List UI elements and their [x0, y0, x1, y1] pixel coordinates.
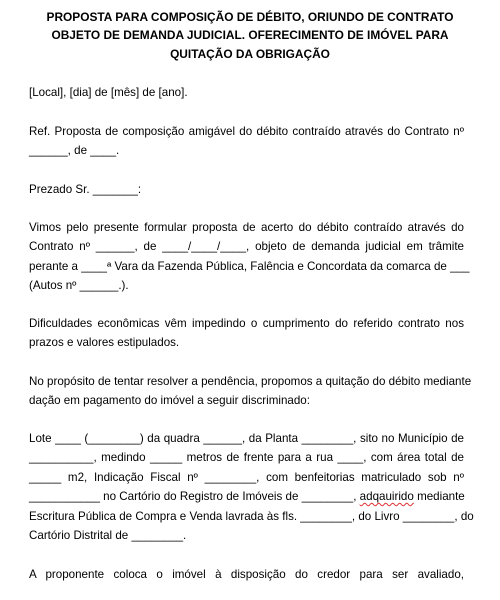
paragraph-proposal — [29, 218, 470, 296]
paragraph-property-line-5: Escritura Pública de Compra e Venda lavrada às fls. ________, do Livro ________, do — [29, 509, 474, 523]
place-date — [29, 83, 464, 102]
reference-line-1: Ref. Proposta de composição amigável do débito contraído através do Contrato nº — [29, 125, 464, 138]
paragraph-property-line-2: __________, medindo _____ metros de frente para a rua ____, com área total de — [29, 451, 464, 465]
greeting-text: Prezado Sr. _______: — [29, 183, 142, 196]
paragraph-property — [29, 429, 474, 545]
paragraph-availability-line-1: A proponente coloca o imóvel à disposição do credor para ser avaliado, — [29, 568, 464, 581]
paragraph-resolution-line-2: dação em pagamento do imóvel a seguir discriminado: — [29, 394, 310, 408]
paragraph-property-line-1: Lote ____ (________) da quadra ______, da Planta ________, sito no Município de — [29, 432, 464, 445]
title-line-2: OBJETO DE DEMANDA JUDICIAL. OFERECIMENTO DE IMÓVEL PARA — [51, 28, 449, 43]
paragraph-proposal-line-3: perante a ____ª Vara da Fazenda Pública, Falência e Concordata da comarca de ___ — [29, 259, 470, 273]
paragraph-difficulties — [29, 314, 464, 353]
greeting — [29, 180, 464, 199]
paragraph-property-line-3: _____ m2, Indicação Fiscal nº ________, com benfeitorias matriculado sob nº — [29, 470, 464, 484]
title-line-3: QUITAÇÃO DA OBRIGAÇÃO — [170, 46, 330, 61]
paragraph-property-line-4-end: mediante — [417, 490, 465, 504]
title-line-1: PROPOSTA PARA COMPOSIÇÃO DE DÉBITO, ORIUNDO DE CONTRATO — [46, 10, 454, 24]
place-date-text: [Local], [dia] de [mês] de [ano]. — [29, 86, 188, 99]
document-title — [30, 8, 470, 63]
paragraph-resolution-line-1: No propósito de tentar resolver a pendência, propomos a quitação do débito mediante — [29, 375, 472, 388]
paragraph-difficulties-line-1: Dificuldades econômicas vêm impedindo o cumprimento do referido contrato nos — [29, 317, 464, 330]
paragraph-proposal-line-1: Vimos pelo presente formular proposta de acerto do débito contraído através do — [29, 221, 464, 234]
paragraph-availability — [29, 565, 464, 584]
paragraph-proposal-line-4: (Autos nº ______.). — [29, 279, 129, 293]
reference-line-2: ______, de ____. — [29, 144, 120, 158]
paragraph-difficulties-line-2: prazos e valores estipulados. — [29, 336, 180, 350]
paragraph-proposal-line-2: Contrato nº ______, de ____/____/____, objeto de demanda judicial em trâmite — [29, 240, 464, 254]
misspelled-word[interactable]: adqauirido — [359, 490, 414, 504]
paragraph-property-line-4 — [29, 487, 464, 506]
paragraph-property-line-6: Cartório Distrital de ________. — [29, 529, 187, 543]
reference-paragraph — [29, 122, 464, 161]
paragraph-property-line-4-start: ___________ no Cartório do Registro de Imóveis de ________, — [29, 490, 357, 504]
paragraph-resolution — [29, 372, 472, 411]
